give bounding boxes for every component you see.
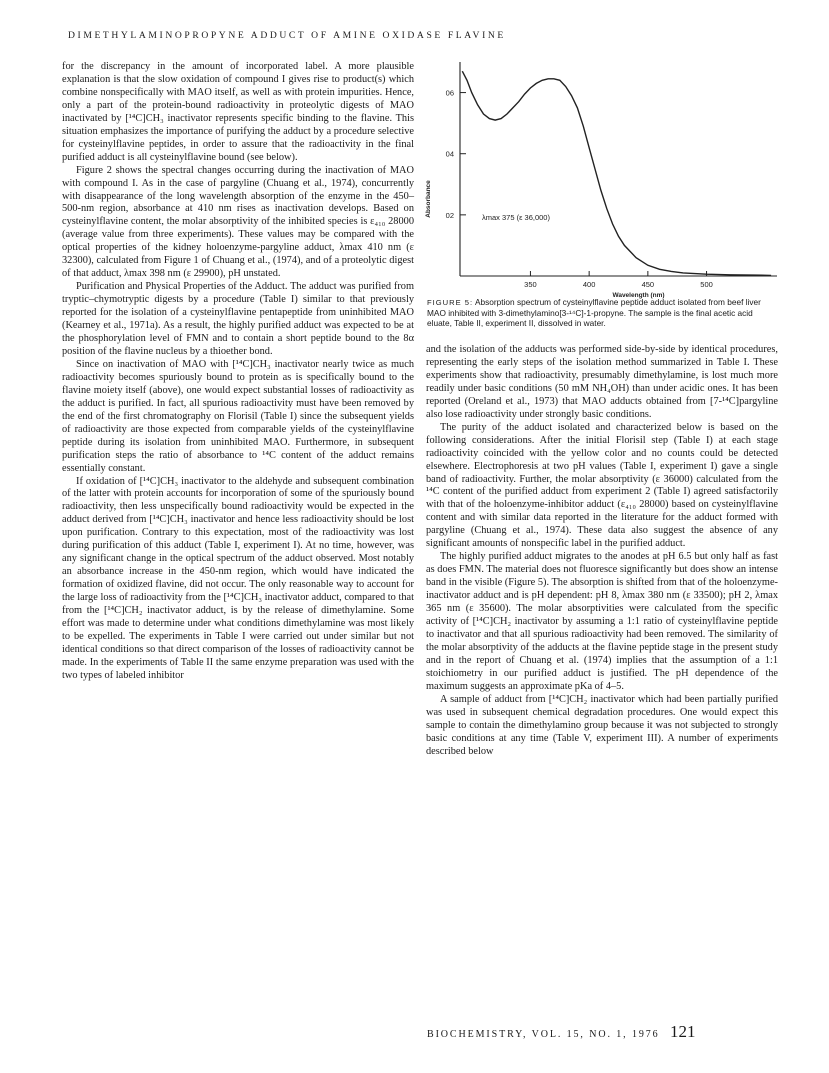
y-axis-label: Absorbance — [425, 180, 432, 218]
running-header: DIMETHYLAMINOPROPYNE ADDUCT OF AMINE OXIDASE FLAVINE — [68, 30, 506, 41]
x-tick-label: 500 — [700, 280, 713, 289]
x-axis-label: Wavelength (nm) — [612, 292, 665, 299]
paragraph: Purification and Physical Properties of the Adduct. The adduct was purified from tryptic–chymotryptic digests by a procedure (Table I) similar to that previously reported for the isolation of a cysteinylflavine pentapeptide from uninhibited MAO (Kearney et al., 1971a). As a result, the highly purified adduct was expected to be at the phosphorylation level of FMN and to contain a short peptide bound to the 8α position of the flavine nucleus by a thioether bond. — [62, 281, 414, 357]
x-tick-label: 350 — [524, 280, 537, 289]
absorption-spectrum-chart — [412, 52, 787, 299]
page-number: 121 — [670, 1022, 696, 1041]
y-tick-label: 02 — [445, 210, 454, 220]
paragraph: Figure 2 shows the spectral changes occurring during the inactivation of MAO with compound I. As in the case of pargyline (Chuang et al., 1974), concurrently with disappearance of the long wavelength absorption of the enzyme in the 450–500-nm region, absorbance at 410 nm rises as inactivation develops. Based on cysteinylflavine content, the molar absorptivity of the inhibited species is ε₄₁₀ 28000 (average value from three experiments). These values may be compared with the optical properties of the kidney holoenzyme-pargyline adduct, λmax 410 nm (ε 32300), calculated from Figure 1 of Chuang et al., (1974), and of a proteolytic digest of that adduct, λmax 398 nm (ε 29900), pH unstated. — [62, 164, 414, 280]
paragraph: for the discrepancy in the amount of incorporated label. A more plausible explanation is that the slow oxidation of compound I gives rise to product(s) which combine nonspecifically with MAO itself, as well as with protein impurities. Hence, only a part of the protein-bound radioactivity in proteolytic digests of MAO inactivated by [¹⁴C]CH₃ inactivator represents specific binding to the flavine. This situation emphasizes the importance of purifying the adduct by a procedure selective for cysteinylflavine peptides, in order to assure that the radioactivity in the final purified adduct is all cysteinylflavine bound (see below). — [62, 61, 414, 163]
y-tick-label: 04 — [445, 149, 454, 159]
figure-caption — [427, 297, 777, 329]
page-footer — [427, 1022, 782, 1042]
spectrum-line — [462, 71, 771, 275]
paragraph: Since on inactivation of MAO with [¹⁴C]CH₃ inactivator nearly twice as much radioactivity becomes spuriously bound to protein as is specifically bound to the flavine moiety itself (above), one would expect substantial losses of radioactivity as the adduct is purified. In fact, all spurious radioactivity must have been removed by the end of the first chromatography on Florisil (Table I) since the subsequent yields of radioactivity are those expected from comparable yields of the cysteinylflavine peptide during its isolation from uninhibited MAO. Furthermore, in subsequent purification steps the ratio of absorbance to ¹⁴C content of the adduct remains essentially constant. — [62, 358, 414, 474]
caption-text: Absorption spectrum of cysteinylflavine peptide adduct isolated from beef liver MAO inhibited with 3-dimethylamino[3-¹⁴C]-1-propyne. The sample is the final acetic acid eluate, Table II, experiment II, dissolved in water. — [427, 297, 761, 329]
y-tick-label: 06 — [445, 88, 454, 98]
journal-citation: BIOCHEMISTRY, VOL. 15, NO. 1, 1976 — [427, 1029, 660, 1040]
paragraph: A sample of adduct from [¹⁴C]CH₂ inactivator which had been partially purified was used in subsequent chemical degradation procedures. One would expect this sample to contain the dimethylamino group because it was not subjected to strongly basic conditions at any time (Table V, experiment III). A number of experiments described below — [426, 693, 778, 757]
paragraph: and the isolation of the adducts was performed side-by-side by identical procedures, representing the early steps of the isolation method summarized in Table I. These experiments show that radioactivity, presumably dimethylamine, is lost much more readily under basic conditions (50 mM NH₄OH) than under acidic ones. It has been reported (Oreland et al., 1973) that MAO adducts obtained from [7-¹⁴C]pargyline also lose radioactivity under strongly basic conditions. — [426, 344, 778, 420]
left-column — [62, 61, 414, 683]
x-tick-label: 400 — [582, 280, 596, 289]
paragraph: If oxidation of [¹⁴C]CH₃ inactivator to the aldehyde and subsequent combination of the latter with protein accounts for incorporation of some of the spuriously bound radioactivity, then less unspecifically bound radioactivity would be expected in the adduct derived from [¹⁴C]CH₃ inactivator and hence less radioactivity should be lost upon purification. Contrary to this expectation, most of the radioactivity was lost during purification of this adduct (Table I, experiment I). At no time, however, was any significant change in the optical spectrum of the adduct observed. Most notably an absorbance increase in the 450-nm region, which would have indicated the formation of oxidized flavine, did not occur. The only reasonable way to account for the large loss of radioactivity from the [¹⁴C]CH₃ inactivator adduct, compared to that from the [¹⁴C]CH₂ inactivator adduct, is by the release of dimethylamine. Some effort was made to determine under what conditions dimethylamine was most likely to be expelled. The experiments in Table I were carried out under similar but not identical conditions so that direct comparison of the losses of radioactivity cannot be made. In the experiments of Table II the same enzyme preparation was used with the two types of labeled inhibitor — [62, 475, 414, 681]
lambda-max-annotation: λmax 375 (ε 36,000) — [482, 213, 550, 222]
caption-label: FIGURE 5: — [427, 298, 474, 307]
x-tick-label: 450 — [641, 280, 655, 289]
right-column — [426, 344, 778, 759]
paragraph: The purity of the adduct isolated and characterized below is based on the following considerations. After the initial Florisil step (Table I) at each stage radioactivity coincided with the yellow color and no counts could be detected elsewhere. Electrophoresis at two pH values (Table I, experiment I) gave a single band of radioactivity. Further, the molar absorptivity (ε 36000) calculated from the ¹⁴C content of the purified adduct from experiment 2 (Table I) agreed satisfactorily with that of the holoenzyme-inhibitor adduct (ε₄₁₀ 28000) based on cysteinylflavine content and with similar data reported in the literature for the adduct formed with pargyline (Chuang et al., 1974). These data also suggest the absence of any significant amounts of nonspecific label in the purified adduct. — [426, 421, 778, 550]
paragraph: The highly purified adduct migrates to the anodes at pH 6.5 but only half as fast as does FMN. The material does not fluoresce significantly but does show an intense band in the visible (Figure 5). The absorption is shifted from that of the holoenzyme-inactivator adduct and is pH dependent: pH 8, λmax 380 nm (ε 33500); pH 2, λmax 365 nm (ε 35600). The molar absorptivities were calculated from the specific activity of [¹⁴C]CH₂ inactivator by assuming a 1:1 ratio of cysteinylflavine peptide to inactivator and that all spurious radioactivity had been removed. The similarity of the molar absorptivity of the adducts at the flavine peptide stage in the present study and in the report of Chuang et al. (1974) implies that the assumption of a 1:1 stoichiometry in our purified adduct is justified. The pH dependence of the maximum suggests an approximate pKa of 4–5. — [426, 551, 778, 692]
figure-5 — [412, 52, 787, 299]
